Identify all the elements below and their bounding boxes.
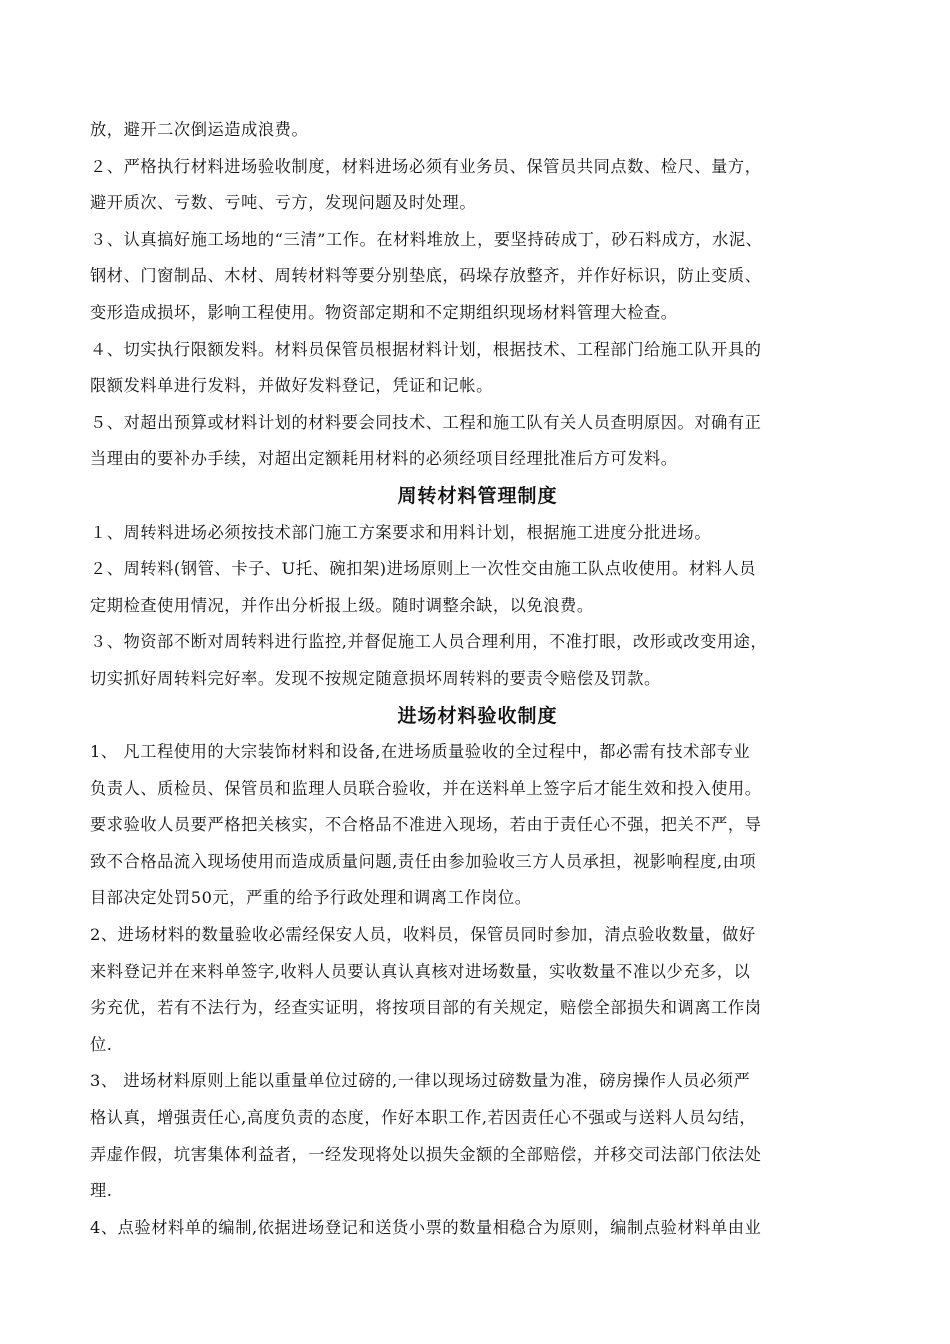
section-heading: 周转材料管理制度 <box>397 484 558 507</box>
text-line: 致不合格品流入现场使用而造成质量问题,责任由参加验收三方人员承担，视影响程度,由项 <box>90 851 757 871</box>
text-line: 来料登记并在来料单签字,收料人员要认真认真核对进场数量，实收数量不准以少充多，以 <box>90 961 751 981</box>
text-line: 劣充优，若有不法行为，经查实证明，将按项目部的有关规定，赔偿全部损失和调离工作岗 <box>90 998 762 1018</box>
text-line: ５、对超出预算或材料计划的材料要会同技术、工程和施工队有关人员查明原因。对确有正 <box>90 412 762 432</box>
text-line: 3、 进场材料原则上能以重量单位过磅的,一律以现场过磅数量为准，磅房操作人员必须严 <box>90 1071 751 1091</box>
text-line: ２、严格执行材料进场验收制度，材料进场必须有业务员、保管员共同点数、检尺、量方， <box>90 156 762 176</box>
text-line: ３、物资部不断对周转料进行监控,并督促施工人员合理利用，不准打眼，改形或改变用途， <box>90 632 768 652</box>
text-line: 限额发料单进行发料，并做好发料登记，凭证和记帐。 <box>90 376 493 396</box>
text-line: 切实抓好周转料完好率。发现不按规定随意损坏周转料的要责令赔偿及罚款。 <box>90 668 661 688</box>
text-line: 当理由的要补办手续，对超出定额耗用材料的必须经项目经理批准后方可发料。 <box>90 449 678 469</box>
text-line: １、周转料进场必须按技术部门施工方案要求和用料计划，根据施工进度分批进场。 <box>90 522 712 542</box>
text-line: ３、认真搞好施工场地的“三清”工作。在材料堆放上，要坚持砖成丁，砂石料成方，水泥、 <box>90 229 763 249</box>
text-line: 定期检查使用情况，并作出分析报上级。随时调整余缺，以免浪费。 <box>90 595 594 615</box>
section-heading: 进场材料验收制度 <box>397 704 558 727</box>
text-line: 变形造成损坏，影响工程使用。物资部定期和不定期组织现场材料管理大检查。 <box>90 302 678 322</box>
text-line: 2、进场材料的数量验收必需经保安人员，收料员，保管员同时参加，清点验收数量，做好 <box>90 925 756 945</box>
document-page <box>90 112 865 1246</box>
text-line: ４、切实执行限额发料。材料员保管员根据材料计划，根据技术、工程部门给施工队开具的 <box>90 339 762 359</box>
text-line: 目部决定处罚50元，严重的给予行政处理和调离工作岗位。 <box>90 888 532 908</box>
text-line: 放，避开二次倒运造成浪费。 <box>90 120 309 139</box>
text-line: 钢材、门窗制品、木材、周转材料等要分别垫底，码垛存放整齐，并作好标识，防止变质、 <box>90 266 762 286</box>
text-line: 负责人、质检员、保管员和监理人员联合验收，并在送料单上签字后才能生效和投入使用。 <box>90 778 762 798</box>
text-line: 避开质次、亏数、亏吨、亏方，发现问题及时处理。 <box>90 193 477 213</box>
text-line: 弄虚作假，坑害集体利益者，一经发现将处以损失金额的全部赔偿，并移交司法部门依法处 <box>90 1144 762 1164</box>
text-line: 1、 凡工程使用的大宗装饰材料和设备,在进场质量验收的全过程中，都必需有技术部专业 <box>90 742 751 762</box>
text-line: 格认真，增强责任心,高度负责的态度，作好本职工作,若因责任心不强或与送料人员勾结， <box>90 1108 757 1128</box>
text-line: 位. <box>90 1034 113 1054</box>
text-line: 理. <box>90 1181 113 1201</box>
text-line: ２、周转料(钢管、卡子、U托、碗扣架)进场原则上一次性交由施工队点收使用。材料人员 <box>90 559 756 579</box>
text-line: 4、点验材料单的编制,依据进场登记和送货小票的数量相稳合为原则，编制点验材料单由业 <box>90 1217 762 1237</box>
text-line: 要求验收人员要严格把关核实，不合格品不准进入现场，若由于责任心不强，把关不严，导 <box>90 815 762 835</box>
